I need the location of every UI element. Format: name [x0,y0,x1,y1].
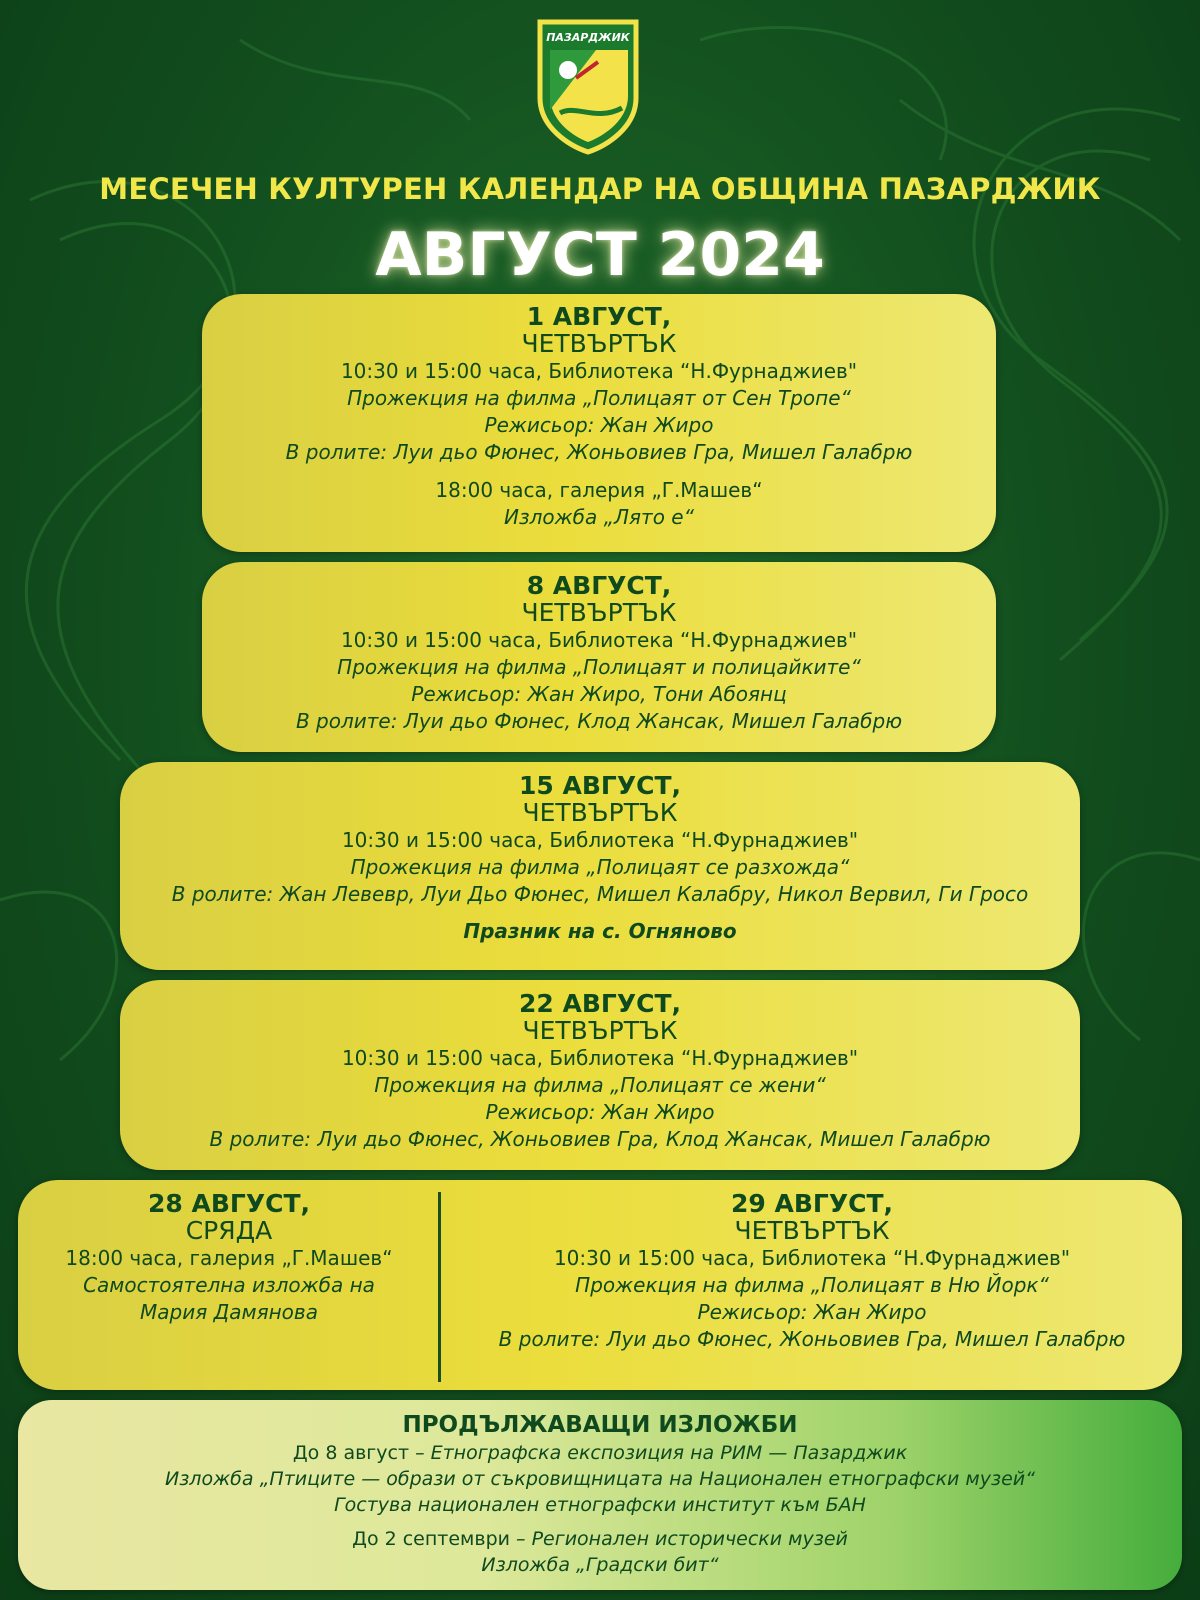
coat-of-arms-icon [536,18,640,156]
event-day: СРЯДА [185,1216,273,1245]
event-film: Прожекция на филма „Полицаят се разхожда“ [350,855,850,879]
event-date: 8 АВГУСТ, [526,571,672,600]
ongoing-desc-2: – Регионален исторически музей [510,1528,848,1550]
ongoing-date-1: До 8 август [292,1442,410,1464]
ongoing-desc-1: – Етнографска експозиция на РИМ — Пазарджик [409,1442,908,1464]
event-director: Режисьор: Жан Жиро [485,1100,715,1124]
ongoing-line-5: Изложба „Градски бит“ [481,1554,719,1576]
event-cast: В ролите: Луи дьо Фюнес, Жоньовиев Гра, Клод Жансак, Мишел Галабрю [209,1127,991,1151]
event-time-2: 18:00 часа, галерия „Г.Машев“ [435,478,763,502]
event-exhibition: Изложба „Лято е“ [504,505,694,529]
event-exhibition: Самостоятелна изложба на [83,1273,375,1297]
event-day: ЧЕТВЪРТЪК [522,798,678,827]
event-cast: В ролите: Луи дьо Фюнес, Жоньовиев Гра, Мишел Галабрю [285,440,913,464]
event-card-aug28-29 [18,1180,1182,1390]
event-date: 1 АВГУСТ, [526,302,672,331]
event-director: Режисьор: Жан Жиро, Тони Абоянц [411,682,787,706]
event-card-aug1 [202,294,996,552]
event-block-aug29 [442,1190,1182,1353]
event-exhibition-artist: Мария Дамянова [140,1300,318,1324]
event-date: 15 АВГУСТ, [519,771,681,800]
event-time: 18:00 часа, галерия „Г.Машев“ [65,1246,393,1270]
ongoing-exhibitions-card [18,1400,1182,1590]
event-card-aug8 [202,562,996,752]
event-day: ЧЕТВЪРТЪК [734,1216,890,1245]
event-time: 10:30 и 15:00 часа, Библиотека “Н.Фурнаджиев" [341,1046,859,1070]
event-director: Режисьор: Жан Жиро [484,413,714,437]
event-holiday: Празник на с. Огняново [463,919,737,943]
ongoing-line-4 [18,1526,1182,1552]
event-cast: В ролите: Жан Левевр, Луи Дьо Фюнес, Мишел Калабру, Никол Вервил, Ги Гросо [171,882,1029,906]
event-day: ЧЕТВЪРТЪК [522,1016,678,1045]
event-day: ЧЕТВЪРТЪК [521,598,677,627]
event-film: Прожекция на филма „Полицаят в Ню Йорк“ [575,1273,1049,1297]
ongoing-date-2: До 2 септември [352,1528,510,1550]
event-director: Режисьор: Жан Жиро [697,1300,927,1324]
event-card-aug22 [120,980,1080,1170]
ongoing-line-3: Гостува национален етнографски институт към БАН [334,1494,866,1516]
event-film: Прожекция на филма „Полицаят и полицайките“ [337,655,861,679]
event-time: 10:30 и 15:00 часа, Библиотека “Н.Фурнаджиев" [341,828,859,852]
event-time: 10:30 и 15:00 часа, Библиотека “Н.Фурнаджиев" [553,1246,1071,1270]
page-title: АВГУСТ 2024 [375,220,825,290]
event-time: 10:30 и 15:00 часа, Библиотека “Н.Фурнаджиев" [340,628,858,652]
event-date: 22 АВГУСТ, [519,989,681,1018]
event-date: 28 АВГУСТ, [148,1189,310,1218]
ongoing-line-1 [18,1440,1182,1466]
event-time: 10:30 и 15:00 часа, Библиотека “Н.Фурнаджиев" [340,359,858,383]
event-card-aug15 [120,762,1080,970]
event-date: 29 АВГУСТ, [731,1189,893,1218]
event-film: Прожекция на филма „Полицаят от Сен Тропе“ [347,386,851,410]
crest-name: ПАЗАРДЖИК [546,31,630,44]
event-cast: В ролите: Луи дьо Фюнес, Клод Жансак, Мишел Галабрю [295,709,903,733]
ongoing-exhibitions-heading: ПРОДЪЛЖАВАЩИ ИЗЛОЖБИ [402,1412,798,1438]
event-film: Прожекция на филма „Полицаят се жени“ [374,1073,826,1097]
card-divider [438,1192,441,1382]
calendar-subtitle: МЕСЕЧЕН КУЛТУРЕН КАЛЕНДАР НА ОБЩИНА ПАЗАРДЖИК [99,172,1101,206]
event-day: ЧЕТВЪРТЪК [521,329,677,358]
event-block-aug28 [18,1190,440,1326]
event-cast: В ролите: Луи дьо Фюнес, Жоньовиев Гра, Мишел Галабрю [498,1327,1126,1351]
ongoing-line-2: Изложба „Птиците — образи от съкровищницата на Национален етнографски музей“ [164,1468,1035,1490]
